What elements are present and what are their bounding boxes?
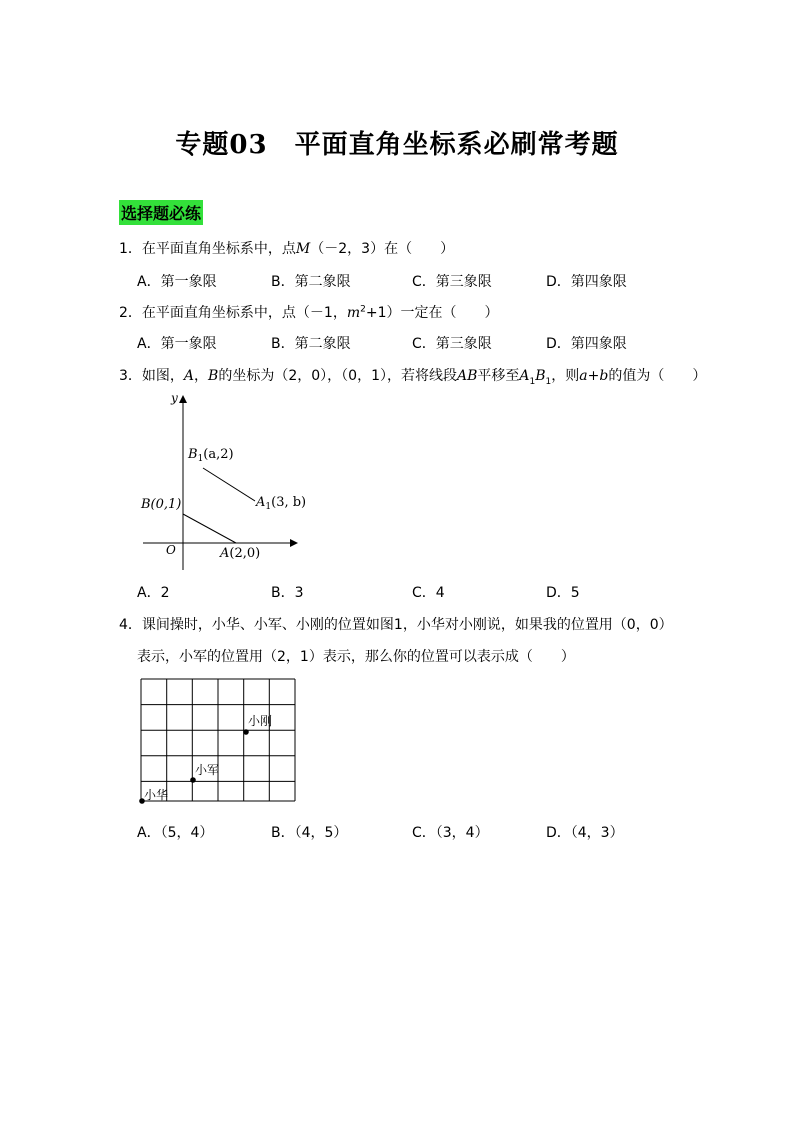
q4-grid-figure [136, 676, 302, 810]
q3-var-ab: AB [456, 368, 478, 384]
q4-option-d: D．（4，3） [546, 825, 624, 841]
q3-option-b: B．3 [271, 585, 304, 601]
q3-var-sum: a+b [579, 368, 609, 384]
question-4-line-2: 表示，小军的位置用（2，1）表示，那么你的位置可以表示成（ ） [137, 649, 575, 665]
y-axis-label: y [171, 391, 178, 405]
q1-var: M [295, 241, 311, 257]
grid-lines [141, 679, 295, 801]
q3-stem-a: 3．如图， [119, 368, 184, 384]
q1-option-b: B．第二象限 [271, 274, 351, 290]
q2-var: m [346, 305, 361, 321]
segment-ab [183, 514, 236, 543]
q1-option-a: A．第一象限 [137, 274, 217, 290]
a-label: A(2,0) [220, 546, 261, 561]
q3-option-a: A．2 [137, 585, 170, 601]
origin-label: O [166, 543, 176, 557]
xiaogang-label: 小刚 [248, 714, 273, 728]
xiaohua-label: 小华 [144, 788, 169, 802]
q1-option-c: C．第三象限 [412, 274, 492, 290]
xiaojun-dot [190, 777, 196, 783]
xiaogang-dot [243, 729, 249, 735]
q3-stem-c: 平移至 [477, 368, 520, 384]
q4-option-c: C．（3，4） [412, 825, 489, 841]
xiaojun-label: 小军 [195, 763, 220, 777]
a1-label: $A_1(3$, b) [256, 495, 307, 512]
q3-option-d: D．5 [546, 585, 580, 601]
q3-stem-d: ，则 [551, 368, 580, 384]
segment-a1b1 [203, 468, 255, 501]
q1-option-d: D．第四象限 [546, 274, 627, 290]
q2-stem-a: 2．在平面直角坐标系中，点（－1， [119, 305, 347, 321]
section-heading: 选择题必练 [119, 200, 203, 225]
q3-stem-b: 的坐标为（2，0），（0，1），若将线段 [218, 368, 457, 384]
q2-sup: 2 [360, 304, 366, 315]
b-label: B(0,1) [141, 497, 182, 512]
q1-stem-a: 1．在平面直角坐标系中，点 [119, 241, 296, 257]
b1-label: $B_1(a,2)$ [188, 447, 234, 464]
q4-option-b: B．（4，5） [271, 825, 348, 841]
q2-option-a: A．第一象限 [137, 336, 217, 352]
q3-coordinate-figure [135, 390, 310, 575]
q2-option-c: C．第三象限 [412, 336, 492, 352]
q4-option-a: A．（5，4） [137, 825, 214, 841]
question-3-stem [119, 365, 706, 387]
question-1-stem [119, 238, 454, 258]
q3-option-c: C．4 [412, 585, 445, 601]
q3-sub1: 1 [529, 376, 536, 387]
q2-option-b: B．第二象限 [271, 336, 351, 352]
question-2-stem [119, 302, 498, 322]
q3-comma: ， [194, 368, 209, 384]
question-4-line-1: 4．课间操时，小华、小军、小刚的位置如图1，小华对小刚说，如果我的位置用（0，0） [119, 617, 673, 633]
q1-stem-b: （－2，3）在（ ） [310, 241, 455, 257]
q3-stem-e: 的值为（ ） [608, 368, 707, 384]
q3-var-b: B [208, 368, 219, 384]
q2-stem-b: +1）一定在（ ） [365, 305, 499, 321]
q3-sub2: 1 [545, 376, 552, 387]
q3-var-a1: A [519, 368, 530, 384]
q3-var-a: A [183, 368, 195, 384]
q2-option-d: D．第四象限 [546, 336, 627, 352]
page-title: 专题03 平面直角坐标系必刷常考题 [175, 130, 619, 160]
q3-var-b1: B [535, 368, 546, 384]
